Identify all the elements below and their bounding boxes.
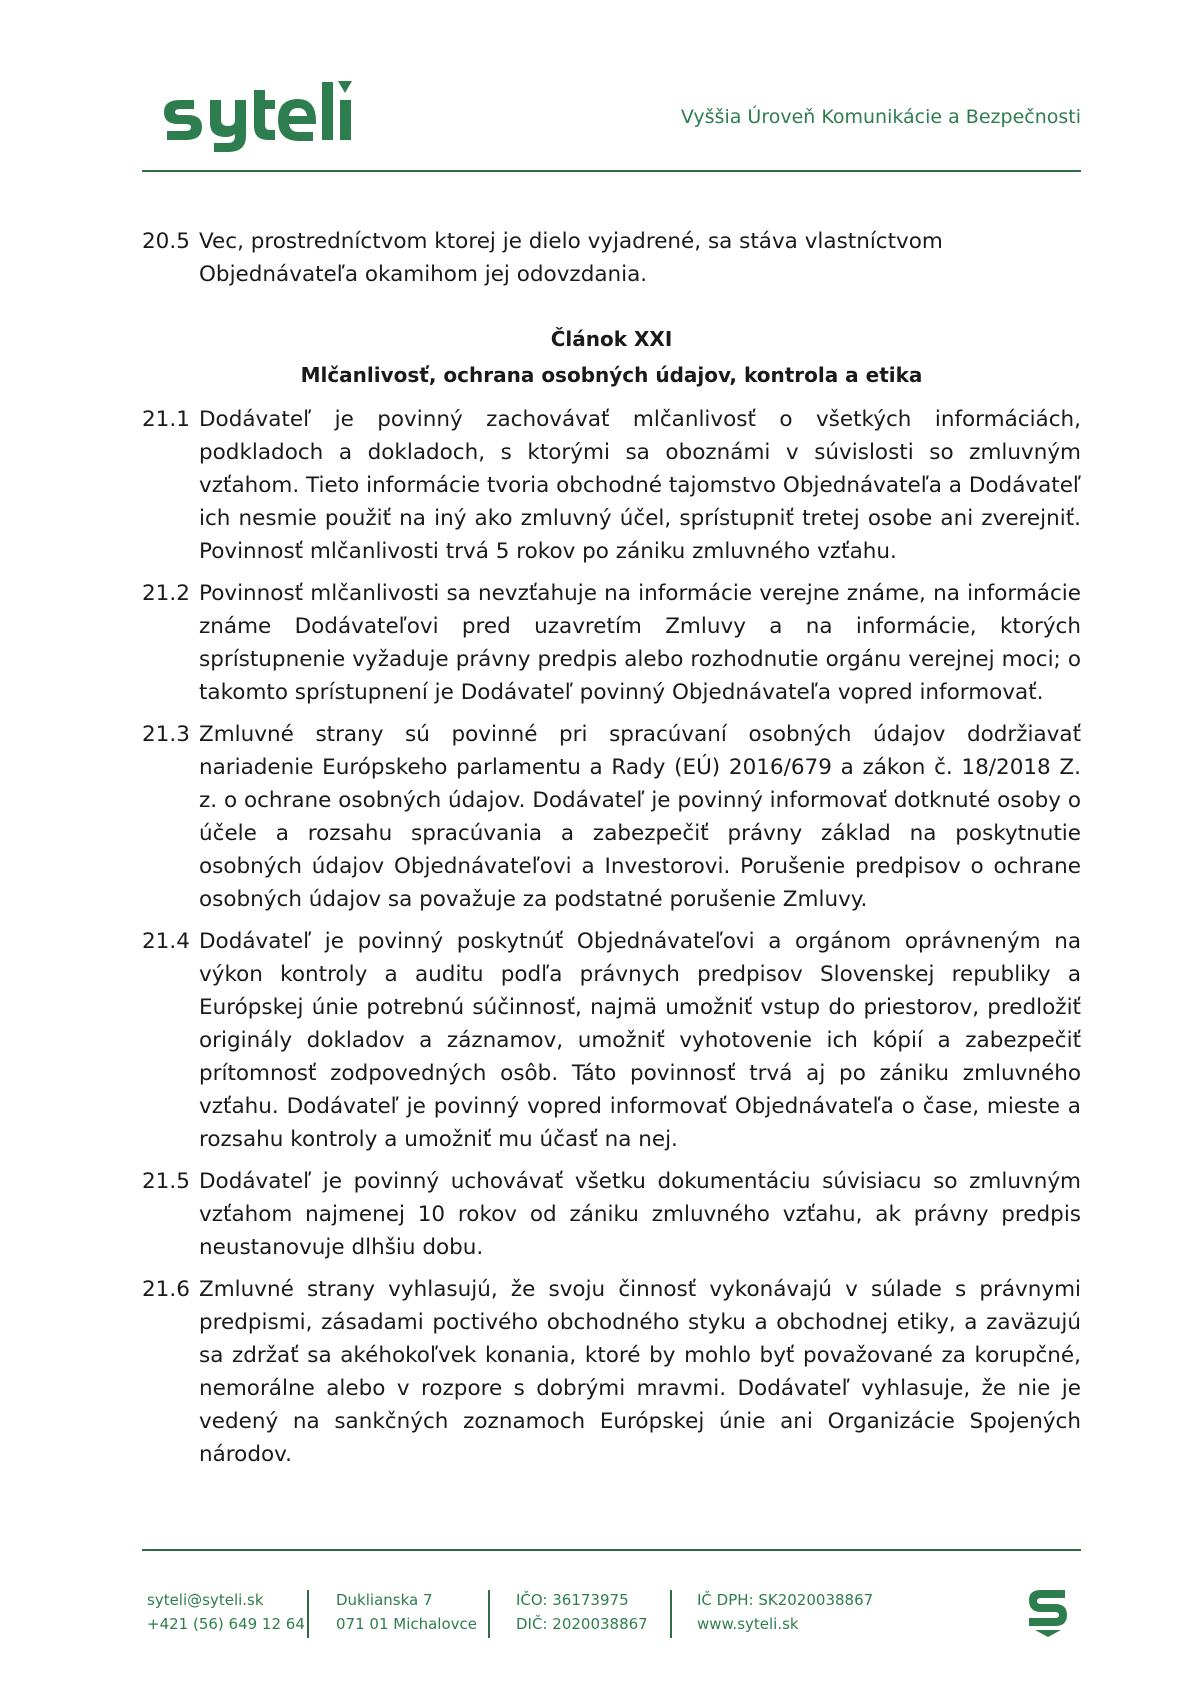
clause-text: Dodávateľ je povinný poskytnúť Objednávateľovi a orgánom oprávneným na výkon kontroly a auditu podľa právnych predpisov Slovenskej republiky a Európskej únie potrebnú súčinnosť, najmä umožniť vstup do priestorov, predložiť originály dokladov a záznamov, umožniť vyhotovenie ich kópií a zabezpečiť prítomnosť zodpovedných osôb. Táto povinnosť trvá aj po zániku zmluvného vzťahu. Dodávateľ je povinný vopred informovať Objednávateľa o čase, mieste a rozsahu kontroly a umožniť mu účasť na nej. xyxy=(199,929,1081,1152)
footer-icdph: IČ DPH: SK2020038867 xyxy=(697,1591,874,1609)
clause-21-5 xyxy=(142,1165,1081,1264)
footer-city: 071 01 Michalovce xyxy=(336,1615,478,1633)
footer-ids xyxy=(516,1588,648,1636)
clause-text: Dodávateľ je povinný uchovávať všetku dokumentáciu súvisiacu so zmluvným vzťahom najmenej 10 rokov od zániku zmluvného vzťahu, ak právny predpis neustanovuje dlhšiu dobu. xyxy=(199,1169,1081,1260)
clause-number: 21.6 xyxy=(142,1277,190,1302)
footer-divider xyxy=(142,1549,1081,1551)
clause-number: 21.2 xyxy=(142,581,190,606)
company-tagline: Vyššia Úroveň Komunikácie a Bezpečnosti xyxy=(680,106,1081,128)
clause-number: 21.3 xyxy=(142,722,190,747)
clause-text: Vec, prostredníctvom ktorej je dielo vyjadrené, sa stáva vlastníctvom Objednávateľa okamihom jej odovzdania. xyxy=(199,229,943,287)
page-header xyxy=(142,60,1081,172)
clause-text: Dodávateľ je povinný zachovávať mlčanlivosť o všetkých informáciách, podkladoch a dokladoch, s ktorými sa oboznámi v súvislosti so zmluvným vzťahom. Tieto informácie tvoria obchodné tajomstvo Objednávateľa a Dodávateľ ich nesmie použiť na iný ako zmluvný účel, sprístupniť tretej osobe ani zverejniť. Povinnosť mlčanlivosti trvá 5 rokov po zániku zmluvného vzťahu. xyxy=(199,407,1081,564)
article-subtitle: Mlčanlivosť, ochrana osobných údajov, kontrola a etika xyxy=(300,363,923,387)
footer-street: Duklianska 7 xyxy=(336,1591,433,1609)
clause-21-6 xyxy=(142,1273,1081,1471)
clause-number: 21.5 xyxy=(142,1169,190,1194)
footer-separator xyxy=(670,1590,672,1638)
article-heading xyxy=(142,321,1081,393)
syteli-emblem-icon xyxy=(1025,1588,1069,1638)
clause-21-2 xyxy=(142,577,1081,709)
syteli-logo xyxy=(158,72,378,160)
clause-21-4 xyxy=(142,925,1081,1156)
footer-contact xyxy=(147,1588,305,1636)
clause-number: 21.1 xyxy=(142,407,190,432)
clause-number: 20.5 xyxy=(142,229,190,254)
footer-dic: DIČ: 2020038867 xyxy=(516,1615,648,1633)
document-body xyxy=(142,225,1081,1480)
footer-ico: IČO: 36173975 xyxy=(516,1591,629,1609)
clause-20-5 xyxy=(142,225,1081,291)
header-divider xyxy=(142,170,1081,172)
clause-text: Zmluvné strany sú povinné pri spracúvaní osobných údajov dodržiavať nariadenie Európskeho parlamentu a Rady (EÚ) 2016/679 a zákon č. 18/2018 Z. z. o ochrane osobných údajov. Dodávateľ je povinný informovať dotknuté osoby o účele a rozsahu spracúvania a zabezpečiť právny základ na poskytnutie osobných údajov Objednávateľovi a Investorovi. Porušenie predpisov o ochrane osobných údajov sa považuje za podstatné porušenie Zmluvy. xyxy=(199,722,1082,912)
footer-phone: +421 (56) 649 12 64 xyxy=(147,1615,305,1633)
clause-number: 21.4 xyxy=(142,929,190,954)
article-title: Článok XXI xyxy=(550,327,673,351)
page-footer xyxy=(147,1588,1081,1644)
footer-vat-web xyxy=(697,1588,873,1636)
footer-website[interactable]: www.syteli.sk xyxy=(697,1615,799,1633)
footer-email[interactable]: syteli@syteli.sk xyxy=(147,1591,264,1609)
footer-separator xyxy=(307,1590,309,1638)
clause-21-3 xyxy=(142,718,1081,916)
clause-text: Povinnosť mlčanlivosti sa nevzťahuje na informácie verejne známe, na informácie známe Dodávateľovi pred uzavretím Zmluvy a na informácie, ktorých sprístupnenie vyžaduje právny predpis alebo rozhodnutie orgánu verejnej moci; o takomto sprístupnení je Dodávateľ povinný Objednávateľa vopred informovať. xyxy=(199,581,1081,705)
footer-address xyxy=(336,1588,477,1636)
clause-text: Zmluvné strany vyhlasujú, že svoju činnosť vykonávajú v súlade s právnymi predpismi, zásadami poctivého obchodného styku a obchodnej etiky, a zaväzujú sa zdržať sa akéhokoľvek konania, ktoré by mohlo byť považované za korupčné, nemorálne alebo v rozpore s dobrými mravmi. Dodávateľ vyhlasuje, že nie je vedený na sankčných zoznamoch Európskej únie ani Organizácie Spojených národov. xyxy=(199,1277,1081,1467)
footer-separator xyxy=(488,1590,490,1638)
clause-21-1 xyxy=(142,403,1081,568)
